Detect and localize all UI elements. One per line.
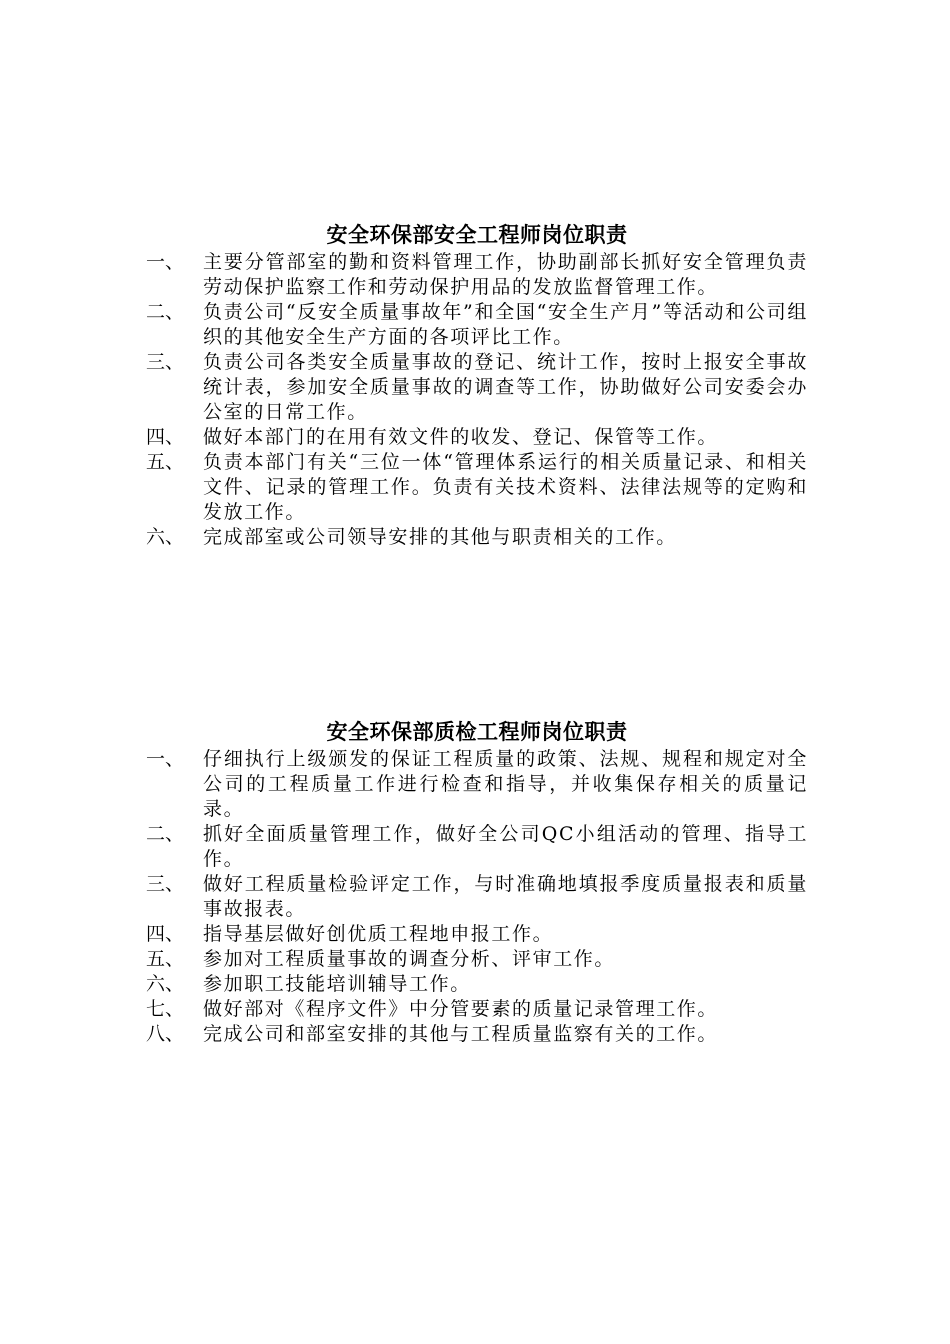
duty-text: 参加职工技能培训辅导工作。 <box>203 973 471 995</box>
duty-number: 五、 <box>146 451 185 473</box>
duty-item <box>146 525 808 550</box>
duty-text: 主要分管部室的勤和资料管理工作，协助副部长抓好安全管理负责劳动保护监察工作和劳动保护用品的发放监督管理工作。 <box>203 251 808 298</box>
duty-number: 四、 <box>146 426 185 448</box>
duty-text: 完成公司和部室安排的其他与工程质量监察有关的工作。 <box>203 1023 719 1045</box>
duty-item <box>146 947 808 972</box>
duty-item <box>146 250 808 300</box>
duty-text: 指导基层做好创优质工程地申报工作。 <box>203 923 554 945</box>
duty-text: 做好本部门的在用有效文件的收发、登记、保管等工作。 <box>203 426 719 448</box>
duty-text: 负责公司“反安全质量事故年”和全国“安全生产月”等活动和公司组织的其他安全生产方面的各项评比工作。 <box>203 301 808 348</box>
duty-text: 完成部室或公司领导安排的其他与职责相关的工作。 <box>203 526 677 548</box>
duty-number: 二、 <box>146 301 185 323</box>
duty-item <box>146 425 808 450</box>
duty-item <box>146 747 808 822</box>
duty-text: 做好部对《程序文件》中分管要素的质量记录管理工作。 <box>203 998 719 1020</box>
section-quality-engineer <box>146 717 808 1047</box>
duty-number: 一、 <box>146 748 185 770</box>
duty-number: 八、 <box>146 1023 185 1045</box>
duty-item <box>146 972 808 997</box>
duty-item <box>146 300 808 350</box>
duty-text: 参加对工程质量事故的调查分析、评审工作。 <box>203 948 616 970</box>
duty-item <box>146 450 808 525</box>
duty-text: 抓好全面质量管理工作，做好全公司QC小组活动的管理、指导工作。 <box>203 823 808 870</box>
duty-text: 负责本部门有关“三位一体“管理体系运行的相关质量记录、和相关文件、记录的管理工作。负责有关技术资料、法律法规等的定购和发放工作。 <box>203 451 808 523</box>
duty-list <box>146 747 808 1047</box>
duty-number: 三、 <box>146 873 185 895</box>
duty-item <box>146 1022 808 1047</box>
section-title: 安全环保部质检工程师岗位职责 <box>326 720 628 744</box>
duty-list <box>146 250 808 550</box>
duty-item <box>146 822 808 872</box>
duty-text: 仔细执行上级颁发的保证工程质量的政策、法规、规程和规定对全公司的工程质量工作进行检查和指导，并收集保存相关的质量记录。 <box>203 748 808 820</box>
duty-item <box>146 922 808 947</box>
duty-item <box>146 997 808 1022</box>
section-safety-engineer <box>146 220 808 550</box>
duty-number: 一、 <box>146 251 185 273</box>
duty-item <box>146 350 808 425</box>
duty-text: 做好工程质量检验评定工作，与时准确地填报季度质量报表和质量事故报表。 <box>203 873 808 920</box>
duty-item <box>146 872 808 922</box>
duty-number: 六、 <box>146 973 185 995</box>
duty-number: 五、 <box>146 948 185 970</box>
duty-number: 二、 <box>146 823 185 845</box>
duty-number: 七、 <box>146 998 185 1020</box>
section-title: 安全环保部安全工程师岗位职责 <box>326 223 628 247</box>
duty-number: 三、 <box>146 351 185 373</box>
duty-number: 四、 <box>146 923 185 945</box>
duty-text: 负责公司各类安全质量事故的登记、统计工作，按时上报安全事故统计表，参加安全质量事故的调查等工作，协助做好公司安委会办公室的日常工作。 <box>203 351 808 423</box>
duty-number: 六、 <box>146 526 185 548</box>
